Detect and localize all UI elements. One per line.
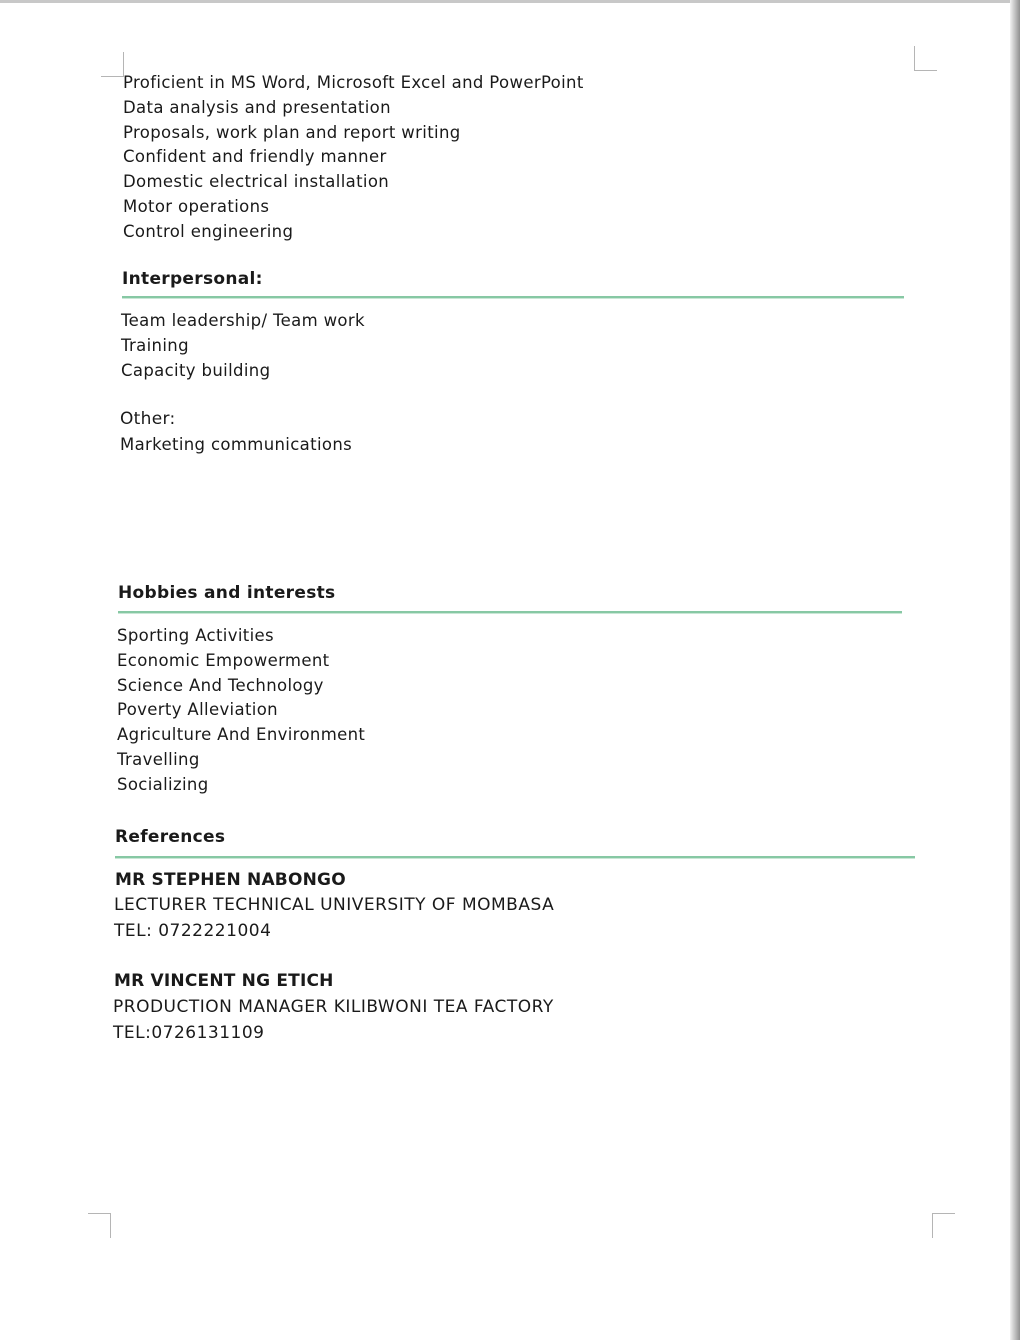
skills-list: [123, 71, 584, 245]
interpersonal-item: Team leadership/ Team work: [121, 311, 365, 330]
crop-mark-bottom-left: [88, 1213, 111, 1238]
interpersonal-item: Training: [121, 335, 189, 355]
page-top-edge: [0, 0, 1012, 3]
hobbies-list: [117, 624, 365, 798]
hobby-item: Agriculture And Environment: [117, 725, 366, 745]
hobby-item: Travelling: [117, 749, 200, 769]
hobby-item: Sporting Activities: [117, 626, 274, 645]
reference-title: LECTURER TECHNICAL UNIVERSITY OF MOMBASA: [114, 895, 555, 915]
interpersonal-rule: [122, 296, 904, 299]
interpersonal-item: Capacity building: [121, 360, 271, 380]
skill-item: Data analysis and presentation: [123, 97, 391, 117]
skill-item: Proficient in MS Word, Microsoft Excel and PowerPoint: [123, 73, 584, 92]
other-heading: Other:: [120, 409, 176, 429]
skill-item: Proposals, work plan and report writing: [123, 122, 461, 142]
hobby-item: Socializing: [117, 774, 209, 794]
reference-tel: TEL: 0722221004: [114, 921, 272, 941]
reference-name: MR STEPHEN NABONGO: [115, 870, 346, 890]
skill-item: Confident and friendly manner: [123, 147, 387, 167]
crop-mark-bottom-right: [932, 1213, 955, 1238]
hobby-item: Economic Empowerment: [117, 650, 330, 670]
skill-item: Domestic electrical installation: [123, 172, 390, 192]
reference-title: PRODUCTION MANAGER KILIBWONI TEA FACTORY: [113, 997, 554, 1017]
hobby-item: Poverty Alleviation: [117, 700, 278, 720]
crop-mark-top-left: [101, 52, 124, 77]
skill-item: Motor operations: [123, 196, 270, 216]
interpersonal-heading: Interpersonal:: [122, 269, 263, 289]
other-item: Marketing communications: [120, 435, 353, 454]
crop-mark-top-right: [914, 46, 937, 71]
hobbies-rule: [118, 611, 902, 614]
skill-item: Control engineering: [123, 221, 294, 241]
interpersonal-list: [121, 309, 365, 383]
reference-tel: TEL:0726131109: [113, 1023, 265, 1043]
references-rule: [115, 856, 915, 859]
other-list: [120, 433, 352, 458]
page-side-shadow: [1010, 0, 1020, 1340]
reference-name: MR VINCENT NG ETICH: [114, 971, 334, 991]
hobby-item: Science And Technology: [117, 675, 324, 695]
references-heading: References: [115, 827, 226, 847]
hobbies-heading: Hobbies and interests: [118, 583, 336, 603]
